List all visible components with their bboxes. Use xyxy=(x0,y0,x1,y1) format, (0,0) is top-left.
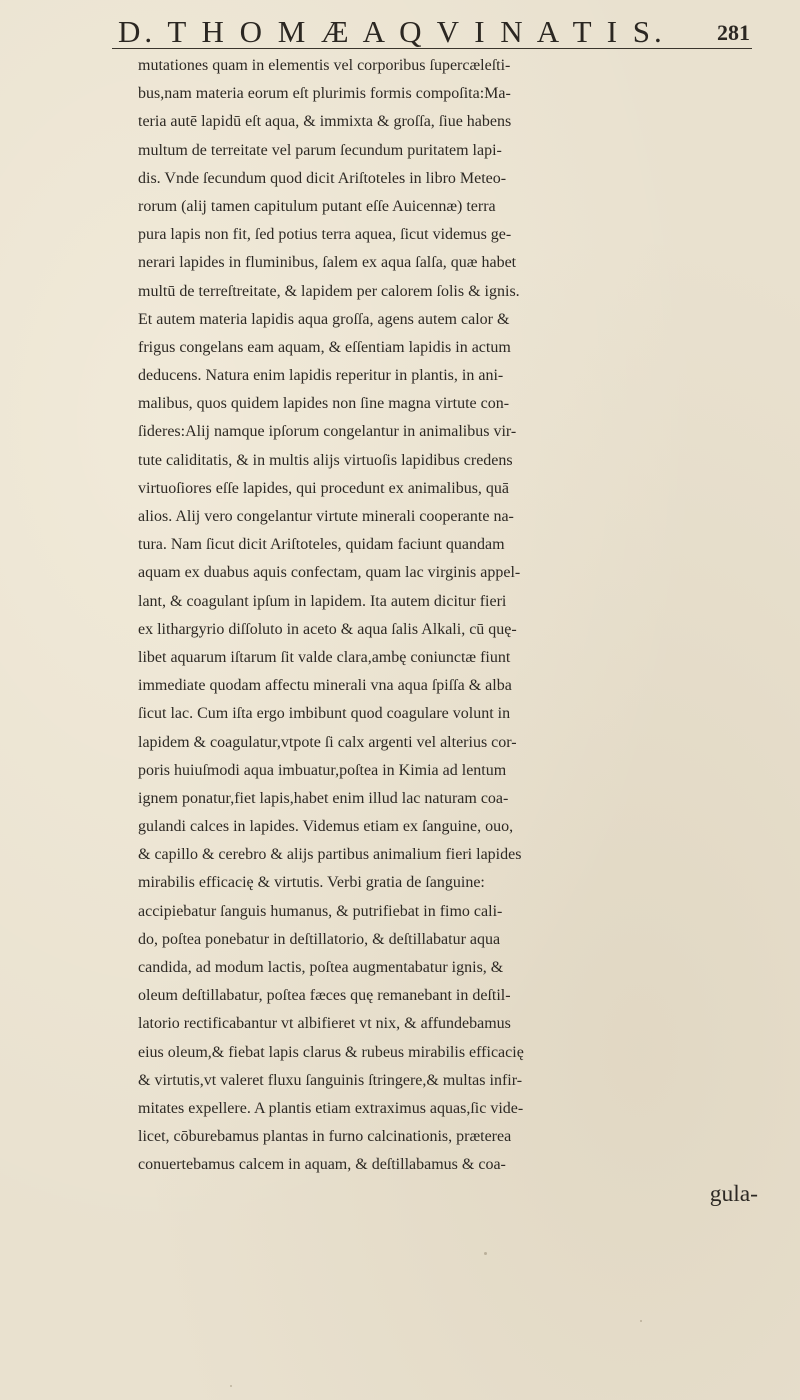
text-line: virtuoſiores eſſe lapides, qui procedunt ex animalibus, quā xyxy=(138,479,510,497)
text-line: oleum deſtillabatur, poſtea fæces quę remanebant in deſtil- xyxy=(138,987,511,1005)
text-line: multū de terreſtreitate, & lapidem per calorem ſolis & ignis. xyxy=(138,282,520,300)
text-line: immediate quodam affectu minerali vna aqua ſpiſſa & alba xyxy=(138,677,512,695)
text-line: latorio rectificabantur vt albifieret vt nix, & affundebamus xyxy=(138,1015,511,1033)
text-line: eius oleum,& fiebat lapis clarus & rubeus mirabilis efficacię xyxy=(138,1043,524,1061)
text-line: libet aquarum iſtarum ſit valde clara,ambę coniunctæ fiunt xyxy=(138,648,511,666)
text-line: ſicut lac. Cum iſta ergo imbibunt quod coagulare volunt in xyxy=(138,705,511,723)
text-line: nerari lapides in fluminibus, ſalem ex aqua ſalſa, quæ habet xyxy=(138,254,517,272)
paper-speck xyxy=(484,1252,487,1255)
page-number: 281 xyxy=(717,20,750,45)
running-head xyxy=(112,14,752,49)
catchword: gula- xyxy=(709,1180,758,1207)
text-line: gulandi calces in lapides. Videmus etiam ex ſanguine, ouo, xyxy=(138,818,514,836)
text-line: tura. Nam ſicut dicit Ariſtoteles, quidam faciunt quandam xyxy=(138,536,505,554)
text-line: licet, cōburebamus plantas in furno calcinationis, prætereа xyxy=(138,1128,512,1146)
text-line: mutationes quam in elementis vel corporibus ſupercæleſti- xyxy=(138,57,511,74)
text-line: alios. Alij vero congelantur virtute minerali cooperante na- xyxy=(138,508,514,525)
text-line: aquam ex duabus aquis confectam, quam lac virginis appel- xyxy=(138,564,521,582)
text-line: lapidem & coagulatur,vtpote ſi calx argenti vel alterius cor- xyxy=(138,733,517,751)
text-line: frigus congelans eam aquam, & eſſentiam lapidis in actum xyxy=(138,338,511,356)
text-line: rorum (alij tamen capitulum putant eſſe Auicennæ) terra xyxy=(138,197,496,215)
text-line: teria autē lapidū eſt aqua, & immixta & groſſa, ſiue habens xyxy=(138,113,512,131)
text-line: Et autem materia lapidis aqua groſſa, agens autem calor & xyxy=(138,310,510,328)
text-line: poris huiuſmodi aqua imbuatur,poſtea in Kimia ad lentum xyxy=(138,761,507,779)
text-line: lant, & coagulant ipſum in lapidem. Ita autem dicitur fieri xyxy=(138,592,507,610)
text-line: candida, ad modum lactis, poſtea augmentabatur ignis, & xyxy=(138,959,504,976)
text-line: malibus, quos quidem lapides non ſine magna virtute con- xyxy=(138,395,510,413)
text-line: ex lithargyrio diſſoluto in aceto & aqua ſalis Alkali, cū quę- xyxy=(138,620,517,638)
paper-speck xyxy=(640,1320,642,1322)
text-line: ignem ponatur,fiet lapis,habet enim illud lac naturam coa- xyxy=(138,789,509,807)
text-line: bus,nam materia eorum eſt plurimis formis compoſita:Ma- xyxy=(138,85,511,103)
text-line: pura lapis non fit, ſed potius terra aquea, ſicut videmus ge- xyxy=(138,226,512,244)
text-line: & capillo & cerebro & alijs partibus animalium fieri lapides xyxy=(138,846,522,864)
text-line: deducens. Natura enim lapidis reperitur in plantis, in ani- xyxy=(138,367,504,385)
running-title: D. T H O M Æ A Q V I N A T I S. xyxy=(118,14,666,49)
text-line: multum de terreitate vel parum ſecundum puritatem lapi- xyxy=(138,141,502,159)
text-line: conuertebamus calcem in aquam, & deſtillabamus & coa- xyxy=(138,1156,506,1174)
text-line: accipiebatur ſanguis humanus, & putrifiebat in fimo cali- xyxy=(138,902,503,920)
body-text xyxy=(138,52,758,1208)
text-line: ſideres:Alij namque ipſorum congelantur in animalibus vir- xyxy=(138,423,517,441)
text-line: do, poſtea ponebatur in deſtillatorio, & deſtillabatur aqua xyxy=(138,930,501,948)
text-line: tute caliditatis, & in multis alijs virtuoſis lapidibus credens xyxy=(138,451,513,469)
text-line: & virtutis,vt valeret fluxu ſanguinis ſtringere,& multas infir- xyxy=(138,1071,523,1089)
text-line: dis. Vnde ſecundum quod dicit Ariſtoteles in libro Meteo- xyxy=(138,169,507,187)
paper-speck xyxy=(230,1385,232,1387)
text-line: mirabilis efficacię & virtutis. Verbi gratia de ſanguine: xyxy=(138,874,485,892)
text-line: mitates expellere. A plantis etiam extraximus aquas,ſic vide- xyxy=(138,1099,524,1117)
